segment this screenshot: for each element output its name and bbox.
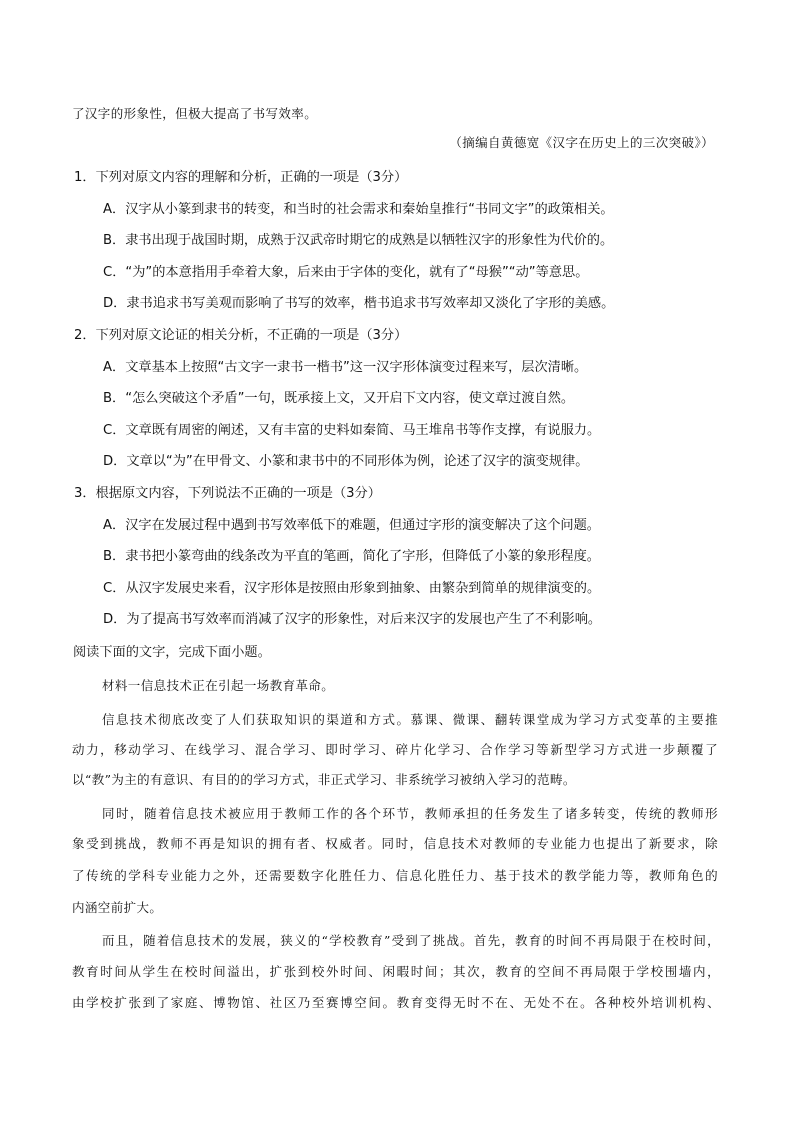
question-1-option-a[interactable]: A．汉字从小篆到隶书的转变，和当时的社会需求和秦始皇推行“书同文字”的政策相关。 (103, 202, 614, 217)
question-3-stem: 3．根据原文内容，下列说法不正确的一项是（3分） (74, 486, 381, 501)
passage-source-citation: （摘编自黄德宽《汉字在历史上的三次突破》） (449, 135, 714, 150)
question-2-option-b[interactable]: B．“怎么突破这个矛盾”一句，既承接上文，又开启下文内容，使文章过渡自然。 (103, 391, 575, 406)
material-p1-line1: 信息技术彻底改变了人们获取知识的渠道和方式。慕课、微课、翻转课堂成为学习方式变革的主要推 (102, 712, 718, 727)
material-p2-line3: 了传统的学科专业能力之外，还需要数字化胜任力、信息化胜任力、基于技术的教学能力等，教师角色的 (72, 868, 718, 883)
question-3-option-b[interactable]: B．隶书把小篆弯曲的线条改为平直的笔画，简化了字形，但降低了小篆的象形程度。 (103, 549, 600, 564)
question-1-option-b[interactable]: B．隶书出现于战国时期，成熟于汉武帝时期它的成熟是以牺牲汉字的形象性为代价的。 (103, 233, 614, 248)
material-p2-line1: 同时，随着信息技术被应用于教师工作的各个环节，教师承担的任务发生了诸多转变，传统的教师形 (102, 806, 718, 821)
material-p3-line2: 教育时间从学生在校时间溢出，扩张到校外时间、闲暇时间；其次，教育的空间不再局限于学校围墙内， (72, 964, 720, 979)
question-1-option-c[interactable]: C．“为”的本意指用手牵着大象，后来由于字体的变化，就有了“母猴”“动”等意思。 (103, 265, 589, 280)
reading-instruction: 阅读下面的文字，完成下面小题。 (73, 645, 271, 660)
material-title: 材料一信息技术正在引起一场教育革命。 (102, 678, 335, 693)
material-p1-line3: 以“教”为主的有意识、有目的的学习方式，非正式学习、非系统学习被纳入学习的范畴。 (72, 772, 576, 787)
material-p2-line2: 象受到挑战，教师不再是知识的拥有者、权威者。同时，信息技术对教师的专业能力也提出了新要求，除 (72, 836, 718, 851)
question-2-stem: 2．下列对原文论证的相关分析，不正确的一项是（3分） (74, 328, 408, 343)
passage-closing-line: 了汉字的形象性，但极大提高了书写效率。 (72, 106, 318, 121)
material-p2-line4: 内涵空前扩大。 (72, 900, 163, 915)
material-p3-line3: 由学校扩张到了家庭、博物馆、社区乃至赛博空间。教育变得无时不在、无处不在。各种校外培训机构、 (72, 995, 720, 1010)
material-p1-line2: 动力，移动学习、在线学习、混合学习、即时学习、碎片化学习、合作学习等新型学习方式进一步颠覆了 (72, 742, 718, 757)
question-3-option-c[interactable]: C．从汉字发展史来看，汉字形体是按照由形象到抽象、由繁杂到简单的规律演变的。 (103, 581, 601, 596)
question-2-option-c[interactable]: C．文章既有周密的阐述，又有丰富的史料如秦简、马王堆帛书等作支撑，有说服力。 (103, 423, 601, 438)
question-1-stem: 1．下列对原文内容的理解和分析，正确的一项是（3分） (74, 170, 408, 185)
material-p3-line1: 而且，随着信息技术的发展，狭义的“学校教育”受到了挑战。首先，教育的时间不再局限于在校时间， (102, 933, 720, 948)
question-1-option-d[interactable]: D．隶书追求书写美观而影响了书写的效率，楷书追求书写效率却又淡化了字形的美感。 (103, 296, 615, 311)
question-3-option-a[interactable]: A．汉字在发展过程中遇到书写效率低下的难题，但通过字形的演变解决了这个问题。 (103, 518, 600, 533)
question-2-option-a[interactable]: A．文章基本上按照“古文字一隶书一楷书”这一汉字形体演变过程来写，层次清晰。 (103, 360, 588, 375)
question-2-option-d[interactable]: D．文章以“为”在甲骨文、小篆和隶书中的不同形体为例，论述了汉字的演变规律。 (103, 454, 589, 469)
question-3-option-d[interactable]: D．为了提高书写效率而消减了汉字的形象性，对后来汉字的发展也产生了不利影响。 (103, 612, 602, 627)
